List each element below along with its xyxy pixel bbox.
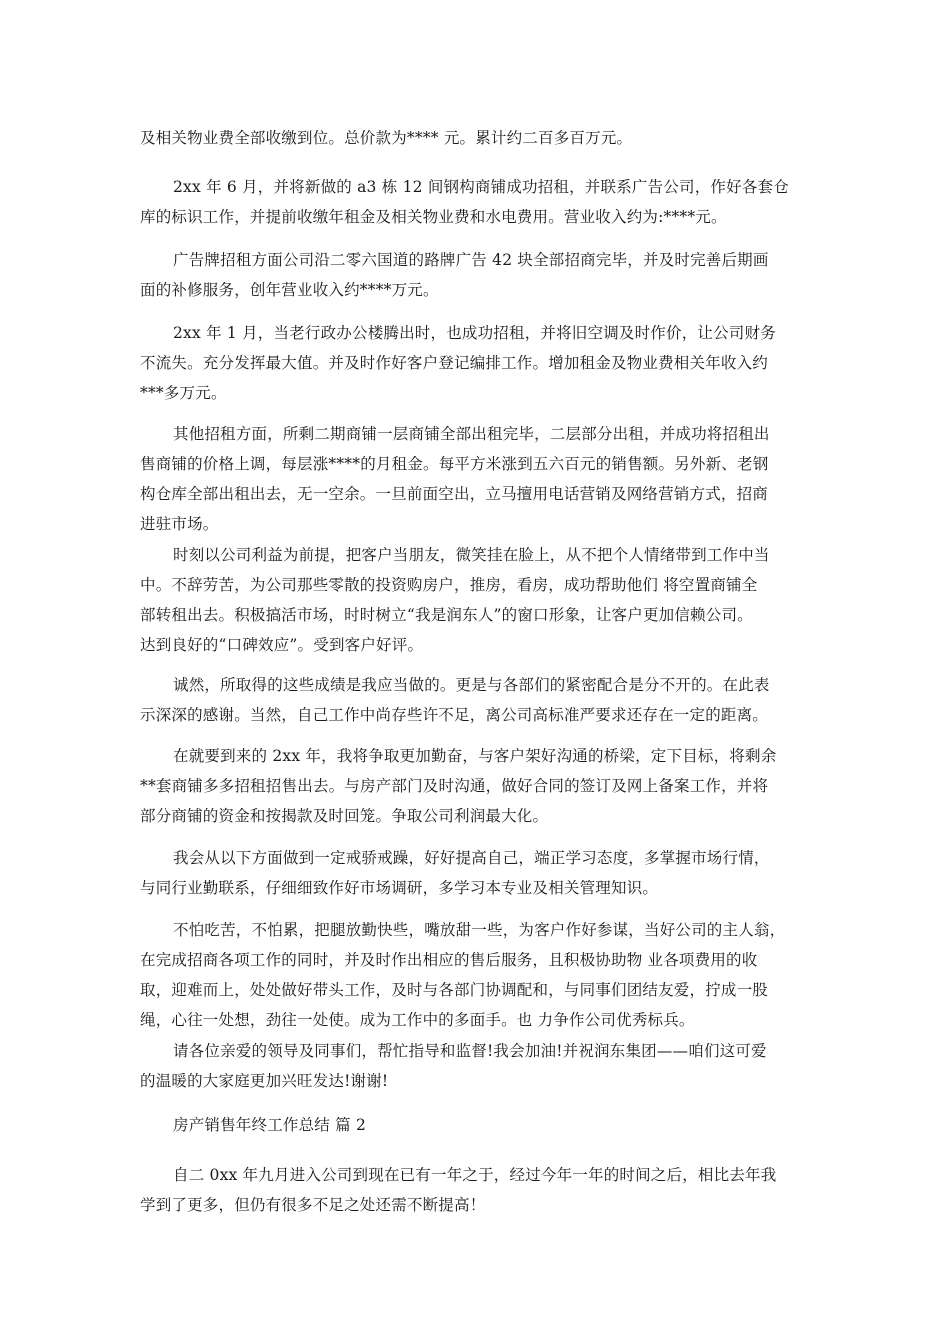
text-line: 其他招租方面，所剩二期商铺一层商铺全部出租完毕，二层部分出租，并成功将招租出 <box>173 425 770 443</box>
paragraph-fee-collection <box>140 123 830 153</box>
text-line: 绳，心往一处想，劲往一处使。成为工作中的多面手。也 力争作公司优秀标兵。 <box>140 1011 695 1029</box>
text-line: 请各位亲爱的领导及同事们，帮忙指导和监督!我会加油!并祝润东集团——咱们这可爱 <box>173 1042 767 1060</box>
paragraph-closing-thanks <box>140 1036 830 1096</box>
text-line: 在就要到来的 2xx 年，我将争取更加勤奋，与客户架好沟通的桥梁，定下目标，将剩余 <box>173 747 777 765</box>
text-line: 的温暖的大家庭更加兴旺发达!谢谢! <box>140 1072 389 1090</box>
text-line: 进驻市场。 <box>140 515 219 533</box>
text-line: **套商铺多多招租招售出去。与房产部门及时沟通，做好合同的签订及网上备案工作，并将 <box>140 777 769 795</box>
text-line: 中。不辞劳苦，为公司那些零散的投资购房户，推房，看房，成功帮助他们 将空置商铺全 <box>140 576 758 594</box>
text-line: 部转租出去。积极搞活市场，时时树立“我是润东人”的窗口形象，让客户更加信赖公司。 <box>140 606 753 624</box>
text-line: 在完成招商各项工作的同时，并及时作出相应的售后服务，且积极协助物 业各项费用的收 <box>140 951 758 969</box>
text-line: 广告牌招租方面公司沿二零六国道的路牌广告 42 块全部招商完毕，并及时完善后期画 <box>173 251 769 269</box>
text-line: 取，迎难而上，处处做好带头工作，及时与各部门协调配和，与同事们团结友爱，拧成一股 <box>140 981 769 999</box>
paragraph-old-office <box>140 318 830 408</box>
text-line: 不流失。充分发挥最大值。并及时作好客户登记编排工作。增加租金及物业费相关年收入约 <box>140 354 769 372</box>
paragraph-other-leasing <box>140 419 830 539</box>
text-line: 不怕吃苦，不怕累，把腿放勤快些，嘴放甜一些，为客户作好参谋，当好公司的主人翁， <box>173 921 786 939</box>
paragraph-customer-focus <box>140 540 830 660</box>
text-line: 面的补修服务，创年营业收入约****万元。 <box>140 281 439 299</box>
text-line: 库的标识工作，并提前收缴年租金及相关物业费和水电费用。营业收入约为:****元。 <box>140 208 727 226</box>
text-line: 及相关物业费全部收缴到位。总价款为**** 元。累计约二百多百万元。 <box>140 129 633 147</box>
text-line: ***多万元。 <box>140 384 227 402</box>
text-line: 自二 0xx 年九月进入公司到现在已有一年之于，经过今年一年的时间之后，相比去年我 <box>173 1166 777 1184</box>
paragraph-self-improvement <box>140 843 830 903</box>
paragraph-part2-intro <box>140 1160 830 1220</box>
text-line: 构仓库全部出租出去，无一空余。一旦前面空出，立马擅用电话营销及网络营销方式，招商 <box>140 485 769 503</box>
text-line: 达到良好的“口碑效应”。受到客户好评。 <box>140 636 424 654</box>
paragraph-steel-shops <box>140 172 830 232</box>
text-line: 示深深的感谢。当然，自己工作中尚存些许不足，离公司高标准严要求还存在一定的距离。 <box>140 706 769 724</box>
section-heading-part2 <box>140 1110 830 1140</box>
text-line: 2xx 年 1 月，当老行政办公楼腾出时，也成功招租，并将旧空调及时作价，让公司财务 <box>173 324 776 342</box>
text-line: 诚然，所取得的这些成绩是我应当做的。更是与各部们的紧密配合是分不开的。在此表 <box>173 676 770 694</box>
text-line: 与同行业勤联系，仔细细致作好市场调研，多学习本专业及相关管理知识。 <box>140 879 659 897</box>
text-line: 我会从以下方面做到一定戒骄戒躁，好好提高自己，端正学习态度，多掌握市场行情， <box>173 849 770 867</box>
text-line: 房产销售年终工作总结 篇 2 <box>173 1116 367 1134</box>
text-line: 时刻以公司利益为前提，把客户当朋友，微笑挂在脸上，从不把个人情绪带到工作中当 <box>173 546 770 564</box>
paragraph-billboards <box>140 245 830 305</box>
text-line: 2xx 年 6 月，并将新做的 a3 栋 12 间钢构商铺成功招租，并联系广告公司，作好各套仓 <box>173 178 789 196</box>
paragraph-work-attitude <box>140 915 830 1035</box>
text-line: 学到了更多，但仍有很多不足之处还需不断提高！ <box>140 1196 486 1214</box>
paragraph-gratitude <box>140 670 830 730</box>
paragraph-next-year-plan <box>140 741 830 831</box>
text-line: 售商铺的价格上调，每层涨****的月租金。每平方米涨到五六百元的销售额。另外新、老钢 <box>140 455 769 473</box>
text-line: 部分商铺的资金和按揭款及时回笼。争取公司利润最大化。 <box>140 807 549 825</box>
